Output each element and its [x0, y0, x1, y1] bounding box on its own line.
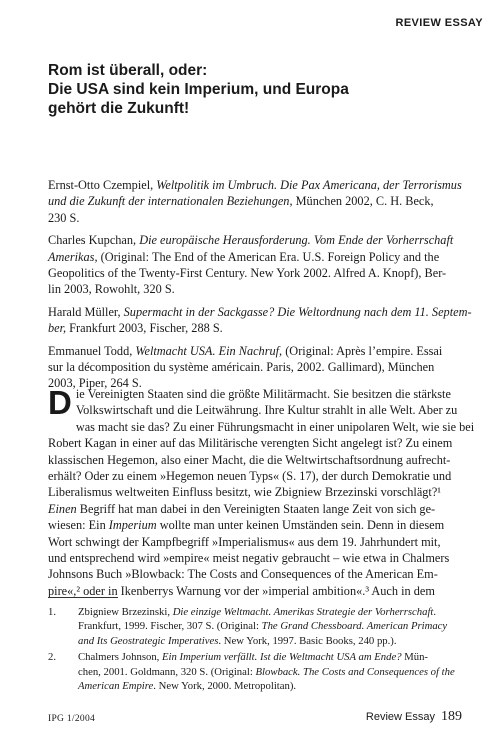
text-run: Geopolitics of the Twenty-First Century. New York 2002. Alfred A. Knopf), Ber- — [48, 266, 447, 281]
italic-text: Blowback. The Costs and Consequences of the — [255, 665, 455, 678]
text-line — [48, 550, 460, 566]
italic-text: und die Zukunft der internationalen Beziehungen, — [48, 194, 293, 209]
text-run: 2003, Piper, 264 S. — [48, 376, 142, 391]
page-footer — [366, 709, 462, 725]
journal-issue: IPG 1/2004 — [48, 714, 96, 724]
text-line — [48, 517, 460, 533]
italic-text: Ein Imperium verfällt. Ist die Weltmacht USA am Ende? — [162, 651, 402, 664]
text-run: München 2002, C. H. Beck, — [292, 194, 434, 209]
text-run: sur la décomposition du système américain. Paris, 2002. Gallimard), München — [48, 360, 435, 375]
text-line — [48, 249, 456, 265]
text-run: Frankfurt 2003, Fischer, 288 S. — [66, 321, 223, 336]
running-header: REVIEW ESSAY — [395, 17, 483, 29]
text-line — [48, 386, 460, 402]
text-run: Johnsons Buch »Blowback: The Costs and Consequences of the American Em- — [48, 567, 438, 582]
text-run: Begriff hat man dabei in den Vereinigten Staaten lange Zeit von sich ge- — [76, 501, 436, 516]
text-line — [48, 193, 456, 209]
text-run: chen, 2001. Goldmann, 320 S. (Original: — [78, 665, 256, 678]
text-line — [78, 619, 460, 633]
text-run: . New York, 1997. Basic Books, 240 pp.). — [218, 634, 397, 647]
text-run: Emmanuel Todd, — [48, 343, 136, 358]
text-run: Charles Kupchan, — [48, 233, 140, 248]
text-run: wiesen: Ein — [48, 518, 109, 533]
text-run: wollte man unter keinen Umständen sein. Denn in diesem — [156, 518, 445, 533]
italic-text: and Its Geostrategic Imperatives — [78, 634, 219, 647]
text-line — [48, 232, 456, 248]
text-line — [78, 634, 460, 648]
drop-cap: D — [48, 384, 72, 421]
text-run: . New York, 2000. Metropolitan). — [153, 680, 297, 693]
text-run: (Original: The End of the American Era. U.S. Foreign Policy and the — [97, 249, 440, 264]
italic-text: ber, — [48, 321, 67, 336]
text-line — [48, 281, 456, 297]
text-run: Liberalismus weltweiten Einfluss besitzt, wie Zbigniew Brzezinski vorschlägt?¹ — [48, 485, 441, 500]
text-line — [48, 343, 456, 359]
reviewed-book — [48, 232, 456, 298]
text-line — [48, 452, 460, 468]
text-line — [48, 484, 460, 500]
text-line — [48, 359, 456, 375]
reviewed-book — [48, 304, 472, 337]
footnote-number: 2. — [48, 651, 57, 664]
text-line — [48, 566, 460, 582]
text-run: Volkswirtschaft und die Leitwährung. Ihre Kultur strahlt in alle Welt. Aber zu — [75, 403, 458, 418]
article-title — [48, 61, 468, 118]
title-line: gehört die Zukunft! — [48, 100, 190, 117]
text-line — [48, 210, 456, 226]
footnote-number: 1. — [48, 606, 57, 618]
italic-text: Imperium — [108, 518, 157, 533]
title-line: Rom ist überall, oder: — [48, 62, 208, 79]
text-line — [48, 419, 475, 435]
body-paragraph-1 — [48, 384, 475, 501]
text-line — [48, 468, 460, 484]
text-run: Robert Kagan in einer auf das Militärische verengten Sicht angelegt ist? Zu einem — [48, 436, 453, 451]
title-line: Die USA sind kein Imperium, und Europa — [48, 81, 349, 98]
text-run: lin 2003, Rowohlt, 320 S. — [48, 282, 175, 297]
text-line — [78, 679, 460, 693]
text-line — [48, 501, 460, 517]
body-paragraph-2 — [48, 501, 460, 599]
text-line — [48, 534, 460, 550]
text-line — [48, 177, 462, 193]
text-run: Chalmers Johnson, — [78, 651, 163, 664]
text-run: klassischen Hegemon, also einer Macht, die die Weltwirtschaftsordnung aufrecht- — [48, 452, 451, 467]
text-run: 230 S. — [48, 210, 80, 225]
text-line — [78, 650, 460, 664]
text-run: Zbigniew Brzezinski, — [78, 606, 173, 618]
text-run: Harald Müller, — [48, 304, 124, 319]
text-run: Wort schwingt der Kampfbegriff »Imperialismus« aus dem 19. Jahrhundert mit, — [48, 534, 441, 549]
text-line — [48, 402, 460, 418]
page-number: 189 — [441, 709, 462, 724]
text-run: pire«,² oder in Ikenberrys Warnung vor der »imperial ambition«.³ Auch in dem — [48, 583, 435, 598]
text-line — [48, 304, 472, 320]
text-line — [78, 605, 460, 619]
italic-text: Weltmacht USA. Ein Nachruf, — [135, 343, 283, 358]
text-run: . — [433, 606, 437, 618]
text-line — [48, 320, 456, 336]
italic-text: Die europäische Herausforderung. Vom Ende der Vorherrschaft — [139, 233, 454, 248]
text-run: (Original: Après l’empire. Essai — [282, 343, 443, 358]
italic-text: American Empire — [78, 680, 154, 693]
text-run: ie Vereinigten Staaten sind die größte Militärmacht. Sie besitzen die stärkste — [75, 387, 451, 401]
italic-text: Die einzige Weltmacht. Amerikas Strategie der Vorherrschaft — [172, 606, 434, 618]
text-line — [78, 665, 460, 679]
text-line — [48, 265, 456, 281]
text-run: Mün- — [401, 651, 428, 664]
italic-text: Einen — [48, 501, 77, 516]
text-run: erhält? Oder zu einem »Hegemon neuen Typs« (S. 17), der durch Demokratie und — [48, 469, 452, 484]
text-run: und entsprechend wird »empire« meist negativ gebraucht – wie etwa in Chalmers — [48, 551, 450, 566]
reviewed-books-list — [48, 177, 472, 398]
footnote-divider — [48, 597, 118, 598]
reviewed-book — [48, 177, 462, 226]
reviewed-book — [48, 343, 456, 392]
footnote — [48, 650, 460, 693]
italic-text: Weltpolitik im Umbruch. Die Pax Americana, der Terrorismus — [156, 178, 462, 192]
italic-text: The Grand Chessboard. American Primacy — [261, 620, 448, 633]
italic-text: Amerikas, — [48, 249, 98, 264]
text-line — [48, 435, 460, 451]
footnotes — [48, 605, 460, 695]
text-run: was macht sie das? Zu einer Führungsmacht in einer unipolaren Welt, wie sie bei — [75, 419, 475, 434]
italic-text: Supermacht in der Sackgasse? Die Weltordnung nach dem 11. Septem- — [123, 304, 472, 319]
footer-section: Review Essay — [365, 711, 435, 723]
article-body — [48, 384, 475, 599]
text-run: Ernst-Otto Czempiel, — [48, 178, 157, 192]
text-run: Frankfurt, 1999. Fischer, 307 S. (Original: — [78, 620, 262, 633]
footnote — [48, 605, 460, 648]
